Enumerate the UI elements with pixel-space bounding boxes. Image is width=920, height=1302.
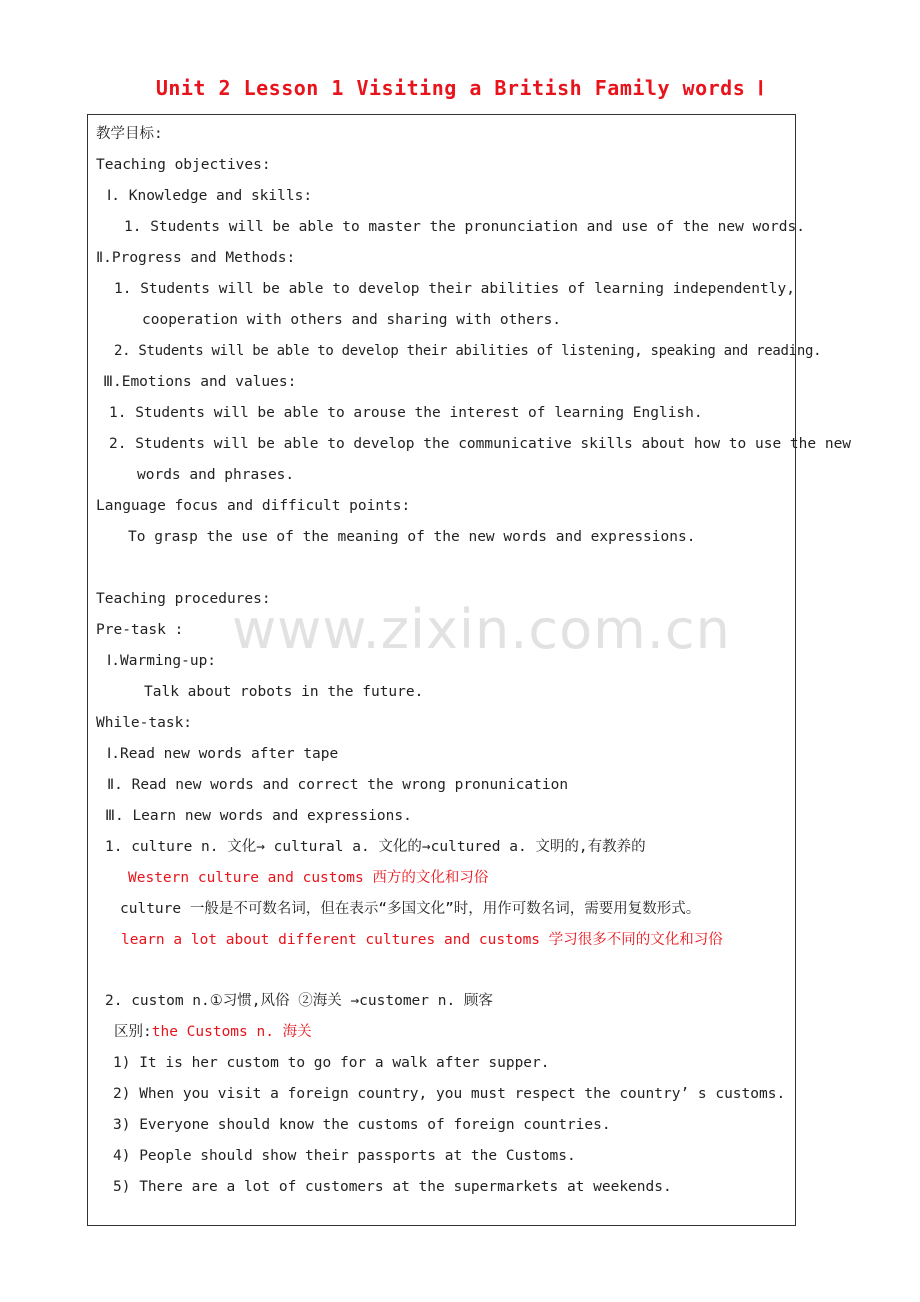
- custom-sentence-5: 5) There are a lot of customers at the supermarkets at weekends.: [113, 1179, 672, 1195]
- language-focus-text: To grasp the use of the meaning of the new words and expressions.: [128, 529, 696, 545]
- progress-item-1: 1. Students will be able to develop their abilities of learning independently,: [114, 281, 795, 297]
- emotions-item-2: 2. Students will be able to develop the communicative skills about how to use the new: [109, 436, 852, 452]
- emotions-heading: Ⅲ.Emotions and values:: [103, 374, 297, 390]
- warming-up-heading: Ⅰ.Warming-up:: [107, 653, 217, 669]
- warming-up-text: Talk about robots in the future.: [144, 684, 424, 700]
- custom-sentence-3: 3) Everyone should know the customs of foreign countries.: [113, 1117, 611, 1133]
- while-task-heading: While-task:: [96, 715, 193, 731]
- custom-sentence-2: 2) When you visit a foreign country, you must respect the country’ s customs.: [113, 1086, 786, 1102]
- distinction-label: 区别:: [114, 1024, 152, 1040]
- word-culture-note: culture 一般是不可数名词，但在表示“多国文化”时，用作可数名词，需要用复数形式。: [120, 901, 701, 917]
- while-task-step-2: Ⅱ. Read new words and correct the wrong pronunication: [107, 777, 569, 793]
- custom-sentence-1: 1) It is her custom to go for a walk after supper.: [113, 1055, 550, 1071]
- progress-heading: Ⅱ.Progress and Methods:: [96, 250, 296, 266]
- pre-task-heading: Pre-task :: [96, 622, 184, 638]
- distinction-example: the Customs n. 海关: [151, 1024, 312, 1040]
- while-task-step-1: Ⅰ.Read new words after tape: [107, 746, 339, 762]
- language-focus-heading: Language focus and difficult points:: [96, 498, 411, 514]
- word-custom-entry: 2. custom n.①习惯,风俗 ②海关 →customer n. 顾客: [105, 993, 493, 1009]
- procedures-heading: Teaching procedures:: [96, 591, 271, 607]
- word-culture-example-1: Western culture and customs 西方的文化和习俗: [128, 870, 489, 886]
- word-culture-entry: 1. culture n. 文化→ cultural a. 文化的→cultured a. 文明的,有教养的: [105, 839, 646, 855]
- emotions-item-2-cont: words and phrases.: [137, 467, 295, 483]
- custom-sentence-4: 4) People should show their passports at the Customs.: [113, 1148, 576, 1164]
- progress-item-1-cont: cooperation with others and sharing with others.: [142, 312, 562, 328]
- progress-item-2: 2. Students will be able to develop their abilities of listening, speaking and reading.: [114, 343, 822, 359]
- word-culture-example-2: learn a lot about different cultures and customs 学习很多不同的文化和习俗: [121, 932, 723, 948]
- knowledge-heading: Ⅰ. Knowledge and skills:: [107, 188, 313, 204]
- knowledge-item-1: 1. Students will be able to master the pronunciation and use of the new words.: [124, 219, 805, 235]
- objectives-heading: Teaching objectives:: [96, 157, 271, 173]
- watermark: www.zixin.com.cn: [232, 598, 731, 661]
- emotions-item-1: 1. Students will be able to arouse the interest of learning English.: [109, 405, 703, 421]
- word-custom-distinction: [114, 1022, 312, 1042]
- while-task-step-3: Ⅲ. Learn new words and expressions.: [105, 808, 412, 824]
- page-title: Unit 2 Lesson 1 Visiting a British Family words Ⅰ: [155, 76, 765, 100]
- objectives-heading-cn: 教学目标:: [96, 126, 163, 142]
